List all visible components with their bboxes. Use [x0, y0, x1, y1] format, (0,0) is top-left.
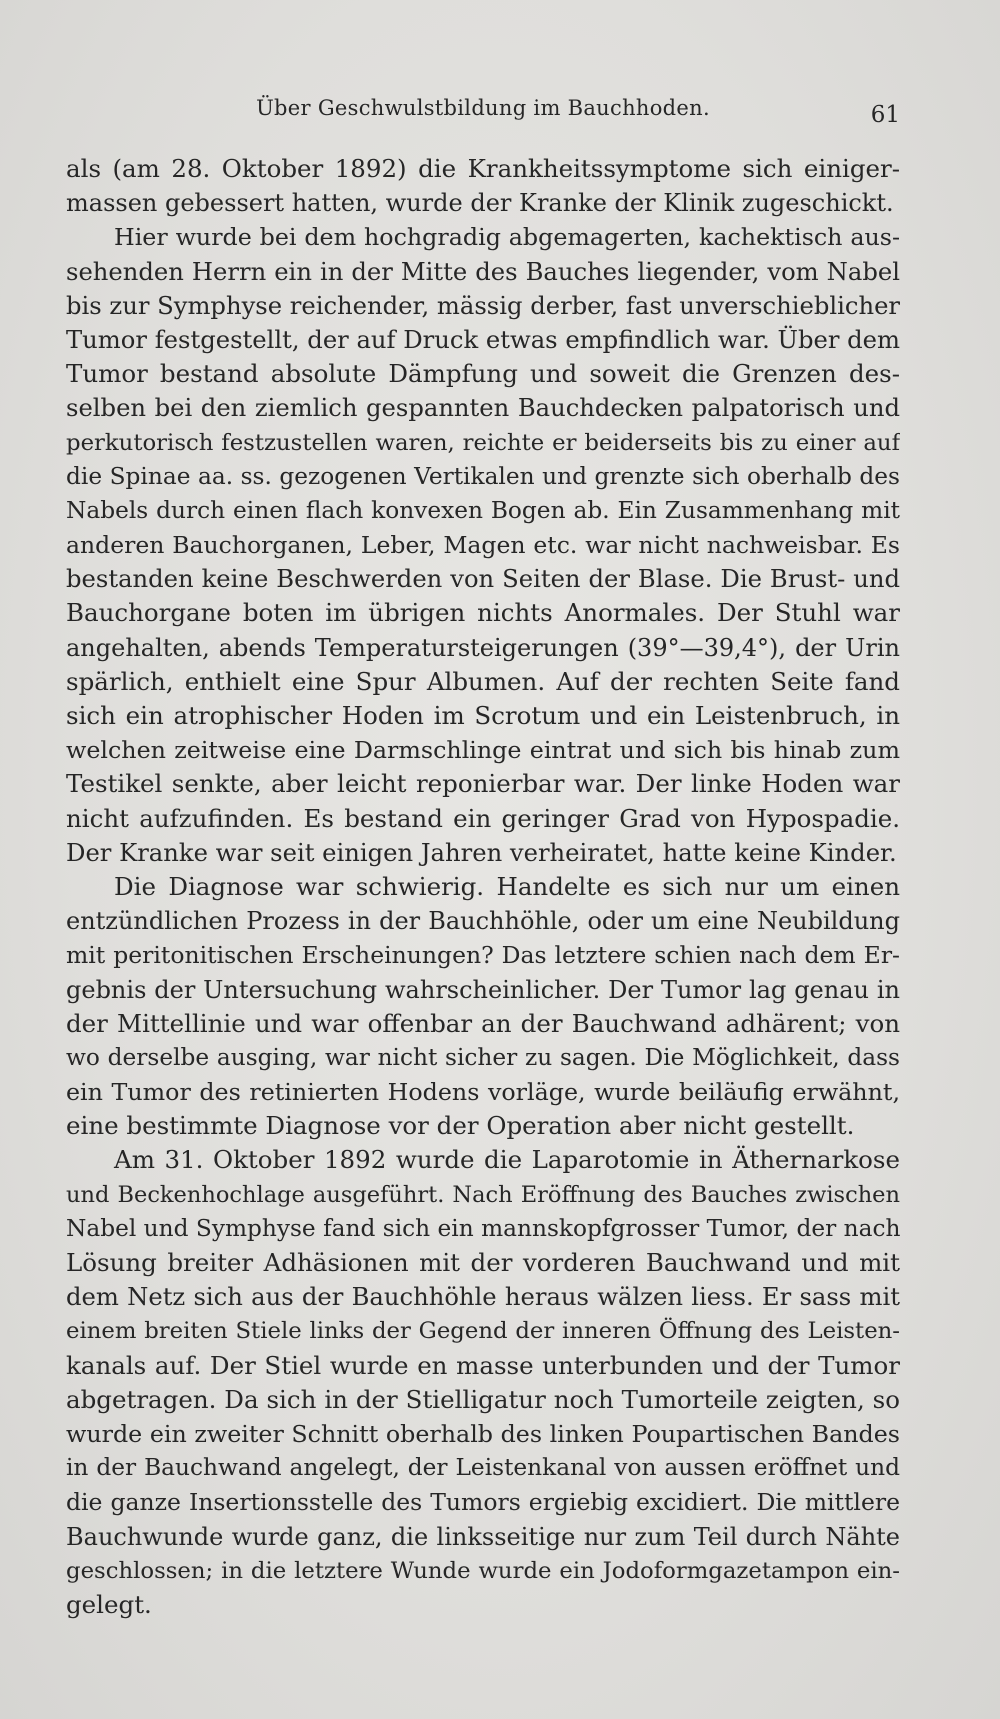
text-line: einem breiten Stiele links der Gegend der inneren Öffnung des Leisten-	[66, 1318, 900, 1345]
text-line: geschlossen; in die letztere Wunde wurde ein Jodoformgazetampon ein-	[66, 1557, 900, 1584]
text-line: ein Tumor des retinierten Hodens vorläge, wurde beiläufig erwähnt,	[66, 1078, 900, 1107]
text-line: spärlich, enthielt eine Spur Albumen. Auf der rechten Seite fand	[66, 666, 900, 696]
text-line: Nabel und Symphyse fand sich ein mannskopfgrosser Tumor, der nach	[66, 1214, 900, 1242]
text-line: mit peritonitischen Erscheinungen? Das letztere schien nach dem Er-	[66, 941, 900, 970]
text-line: Lösung breiter Adhäsionen mit der vorderen Bauchwand und mit	[66, 1248, 900, 1277]
text-line: welchen zeitweise eine Darmschlinge eintrat und sich bis hinab zum	[66, 736, 900, 765]
text-line: als (am 28. Oktober 1892) die Krankheitssymptome sich einiger-	[66, 154, 900, 183]
text-line: Am 31. Oktober 1892 wurde die Laparotomie in Äthernarkose	[114, 1145, 900, 1175]
text-line: bis zur Symphyse reichender, mässig derber, fast unverschieblicher	[66, 290, 900, 320]
text-line: und Beckenhochlage ausgeführt. Nach Eröffnung des Bauches zwischen	[66, 1181, 900, 1208]
text-line: abgetragen. Da sich in der Stielligatur noch Tumorteile zeigten, so	[66, 1384, 900, 1414]
text-line: Testikel senkte, aber leicht reponierbar war. Der linke Hoden war	[66, 769, 900, 799]
text-line: sehenden Herrn ein in der Mitte des Bauches liegender, vom Nabel	[66, 256, 900, 286]
text-line: wo derselbe ausging, war nicht sicher zu sagen. Die Möglichkeit, dass	[66, 1043, 900, 1071]
text-line: bestanden keine Beschwerden von Seiten der Blase. Die Brust- und	[66, 564, 900, 594]
text-line: in der Bauchwand angelegt, der Leistenkanal von aussen eröffnet und	[66, 1454, 900, 1482]
text-line: sich ein atrophischer Hoden im Scrotum und ein Leistenbruch, in	[66, 701, 900, 730]
text-line: selben bei den ziemlich gespannten Bauchdecken palpatorisch und	[66, 393, 900, 423]
text-line: Nabels durch einen flach konvexen Bogen ab. Ein Zusammenhang mit	[66, 496, 900, 524]
text-line: Hier wurde bei dem hochgradig abgemagerten, kachektisch aus-	[114, 223, 900, 252]
text-line: der Mittellinie und war offenbar an der Bauchwand adhärent; von	[66, 1008, 900, 1038]
text-line: eine bestimmte Diagnose vor der Operation aber nicht gestellt.	[66, 1111, 855, 1141]
text-line: anderen Bauchorganen, Leber, Magen etc. war nicht nachweisbar. Es	[66, 531, 900, 560]
text-line: kanals auf. Der Stiel wurde en masse unterbunden und der Tumor	[66, 1350, 900, 1380]
text-line: entzündlichen Prozess in der Bauchhöhle, oder um eine Neubildung	[66, 907, 900, 936]
text-line: dem Netz sich aus der Bauchhöhle heraus wälzen liess. Er sass mit	[66, 1282, 900, 1312]
text-line: die Spinae aa. ss. gezogenen Vertikalen und grenzte sich oberhalb des	[66, 462, 900, 490]
running-head	[66, 96, 900, 128]
text-line: gelegt.	[66, 1589, 152, 1619]
text-line: Bauchorgane boten im übrigen nichts Anormales. Der Stuhl war	[66, 598, 900, 628]
text-line: massen gebessert hatten, wurde der Kranke der Klinik zugeschickt.	[66, 189, 894, 218]
text-line: Tumor bestand absolute Dämpfung und soweit die Grenzen des-	[66, 359, 900, 389]
text-line: perkutorisch festzustellen waren, reichte er beiderseits bis zu einer auf	[66, 429, 900, 456]
text-line: die ganze Insertionsstelle des Tumors ergiebig excidiert. Die mittlere	[66, 1488, 900, 1517]
text-line: Tumor festgestellt, der auf Druck etwas empfindlich war. Über dem	[66, 324, 900, 354]
text-line: Die Diagnose war schwierig. Handelte es sich nur um einen	[114, 871, 900, 901]
text-line: nicht aufzufinden. Es bestand ein geringer Grad von Hypospadie.	[66, 803, 900, 833]
running-title: Über Geschwulstbildung im Bauchhoden.	[256, 96, 710, 120]
page-number: 61	[870, 102, 900, 128]
text-line: Der Kranke war seit einigen Jahren verheiratet, hatte keine Kinder.	[66, 837, 897, 867]
text-line: angehalten, abends Temperatursteigerungen (39°—39,4°), der Urin	[66, 633, 900, 662]
text-line: wurde ein zweiter Schnitt oberhalb des linken Poupartischen Bandes	[66, 1419, 900, 1448]
body-text	[66, 152, 900, 1622]
text-line: Bauchwunde wurde ganz, die linksseitige nur zum Teil durch Nähte	[66, 1522, 900, 1551]
text-line: gebnis der Untersuchung wahrscheinlicher. Der Tumor lag genau in	[66, 975, 900, 1004]
